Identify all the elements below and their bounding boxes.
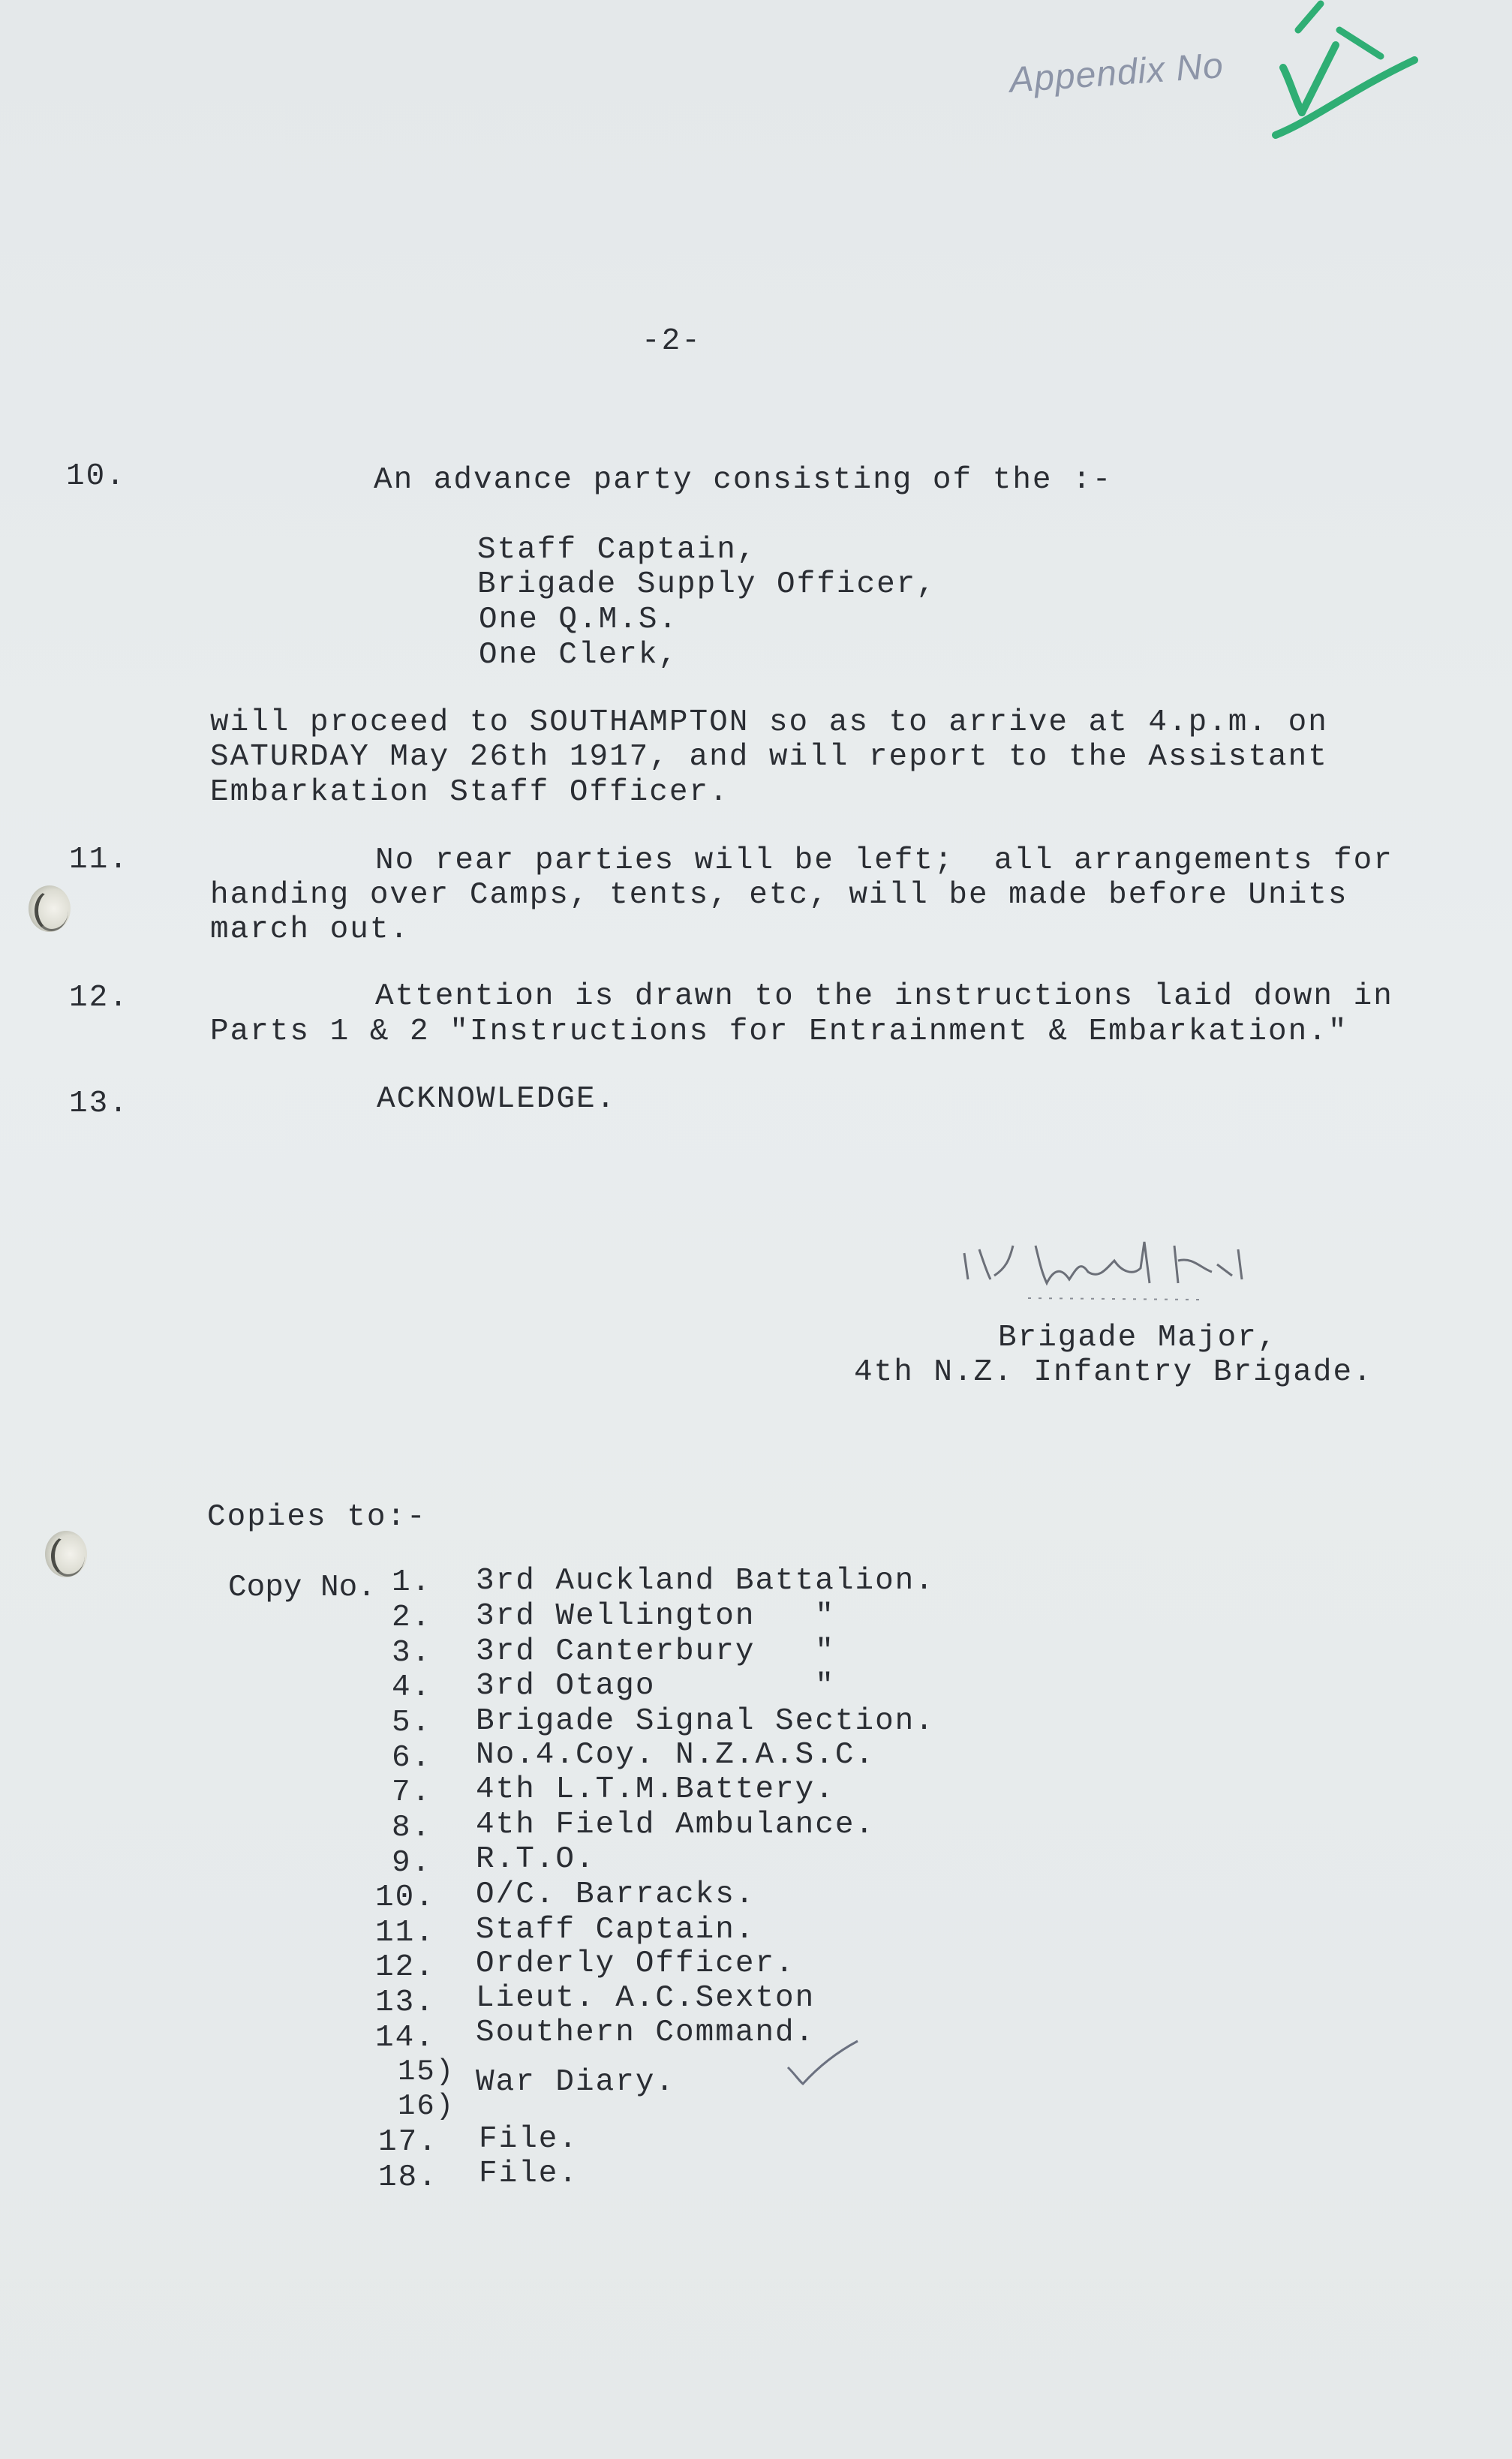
copy-recipient: Orderly Officer.: [476, 1946, 795, 1981]
paragraph-13-number: 13.: [69, 1087, 129, 1121]
paragraph-11-line: No rear parties will be left; all arrangements for: [375, 843, 1393, 878]
signature-title: Brigade Major,: [998, 1321, 1278, 1355]
copy-number: 3.: [392, 1636, 432, 1670]
copy-number: 10.: [375, 1880, 435, 1915]
paragraph-11-line: march out.: [210, 912, 410, 947]
copy-recipient: Lieut. A.C.Sexton: [476, 1981, 816, 2016]
copies-heading: Copies to:-: [207, 1500, 427, 1535]
copy-recipient: Staff Captain.: [476, 1913, 756, 1947]
copy-number: 11.: [375, 1916, 435, 1950]
copy-number: 18.: [378, 2160, 438, 2195]
copy-number: 4.: [392, 1670, 432, 1705]
copy-recipient: 3rd Auckland Battalion.: [476, 1564, 935, 1598]
copy-number: 12.: [375, 1950, 435, 1985]
copy-recipient: 4th L.T.M.Battery.: [476, 1772, 835, 1807]
punch-hole: [45, 1531, 87, 1577]
copy-no-label: Copy No.: [228, 1571, 376, 1605]
advance-party-member: One Clerk,: [479, 638, 679, 672]
copy-number: 2.: [392, 1601, 432, 1635]
copy-recipient: 3rd Otago ": [476, 1669, 835, 1703]
copy-recipient: 3rd Canterbury ": [476, 1634, 835, 1669]
advance-party-member: Staff Captain,: [477, 533, 757, 567]
paragraph-11-number: 11.: [69, 843, 129, 877]
copy-recipient: Southern Command.: [476, 2016, 816, 2050]
copy-number: 6.: [392, 1741, 432, 1775]
copy-recipient: 4th Field Ambulance.: [476, 1808, 876, 1842]
acknowledge-text: ACKNOWLEDGE.: [377, 1082, 617, 1117]
copy-number: 13.: [375, 1986, 435, 2020]
copy-number: 7.: [392, 1775, 432, 1810]
paragraph-12-line: Attention is drawn to the instructions laid down in: [375, 979, 1393, 1014]
paragraph-10-number: 10.: [66, 459, 126, 494]
copy-number: 14.: [375, 2021, 435, 2055]
paragraph-10-line: SATURDAY May 26th 1917, and will report to the Assistant: [210, 740, 1328, 774]
copy-number: 16): [398, 2090, 455, 2123]
advance-party-member: Brigade Supply Officer,: [477, 567, 936, 602]
copy-number: 15): [398, 2055, 455, 2088]
copy-recipient: R.T.O.: [476, 1842, 596, 1877]
copy-number: 5.: [392, 1706, 432, 1740]
advance-party-member: One Q.M.S.: [479, 603, 679, 637]
copy-number: 9.: [392, 1846, 432, 1880]
signature-unit: 4th N.Z. Infantry Brigade.: [854, 1355, 1373, 1390]
paragraph-12-number: 12.: [69, 981, 129, 1015]
paragraph-10-line: will proceed to SOUTHAMPTON so as to arrive at 4.p.m. on: [210, 705, 1328, 740]
paragraph-12-line: Parts 1 & 2 "Instructions for Entrainment & Embarkation.": [210, 1015, 1348, 1049]
copy-number: 1.: [392, 1565, 432, 1600]
copy-recipient: War Diary.: [476, 2065, 676, 2100]
paragraph-10-line: Embarkation Staff Officer.: [210, 775, 729, 810]
paragraph-10-intro: An advance party consisting of the :-: [374, 463, 1113, 498]
copy-number: 8.: [392, 1811, 432, 1845]
appendix-stamp: Appendix No: [1008, 46, 1225, 101]
signature: [953, 1216, 1343, 1313]
copy-recipient: O/C. Barracks.: [476, 1877, 756, 1912]
copy-recipient: 3rd Wellington ": [476, 1599, 835, 1634]
page-number: -2-: [642, 324, 702, 359]
copy-recipient: No.4.Coy. N.Z.A.S.C.: [476, 1738, 876, 1772]
check-mark-icon: [784, 2037, 859, 2090]
copy-recipient: File.: [479, 2157, 579, 2191]
punch-hole: [29, 885, 71, 932]
copy-recipient: File.: [479, 2122, 579, 2157]
paragraph-11-line: handing over Camps, tents, etc, will be made before Units: [210, 878, 1348, 912]
copy-number: 17.: [378, 2125, 438, 2160]
copy-recipient: Brigade Signal Section.: [476, 1704, 935, 1739]
appendix-number-handwriting: [1268, 0, 1418, 150]
